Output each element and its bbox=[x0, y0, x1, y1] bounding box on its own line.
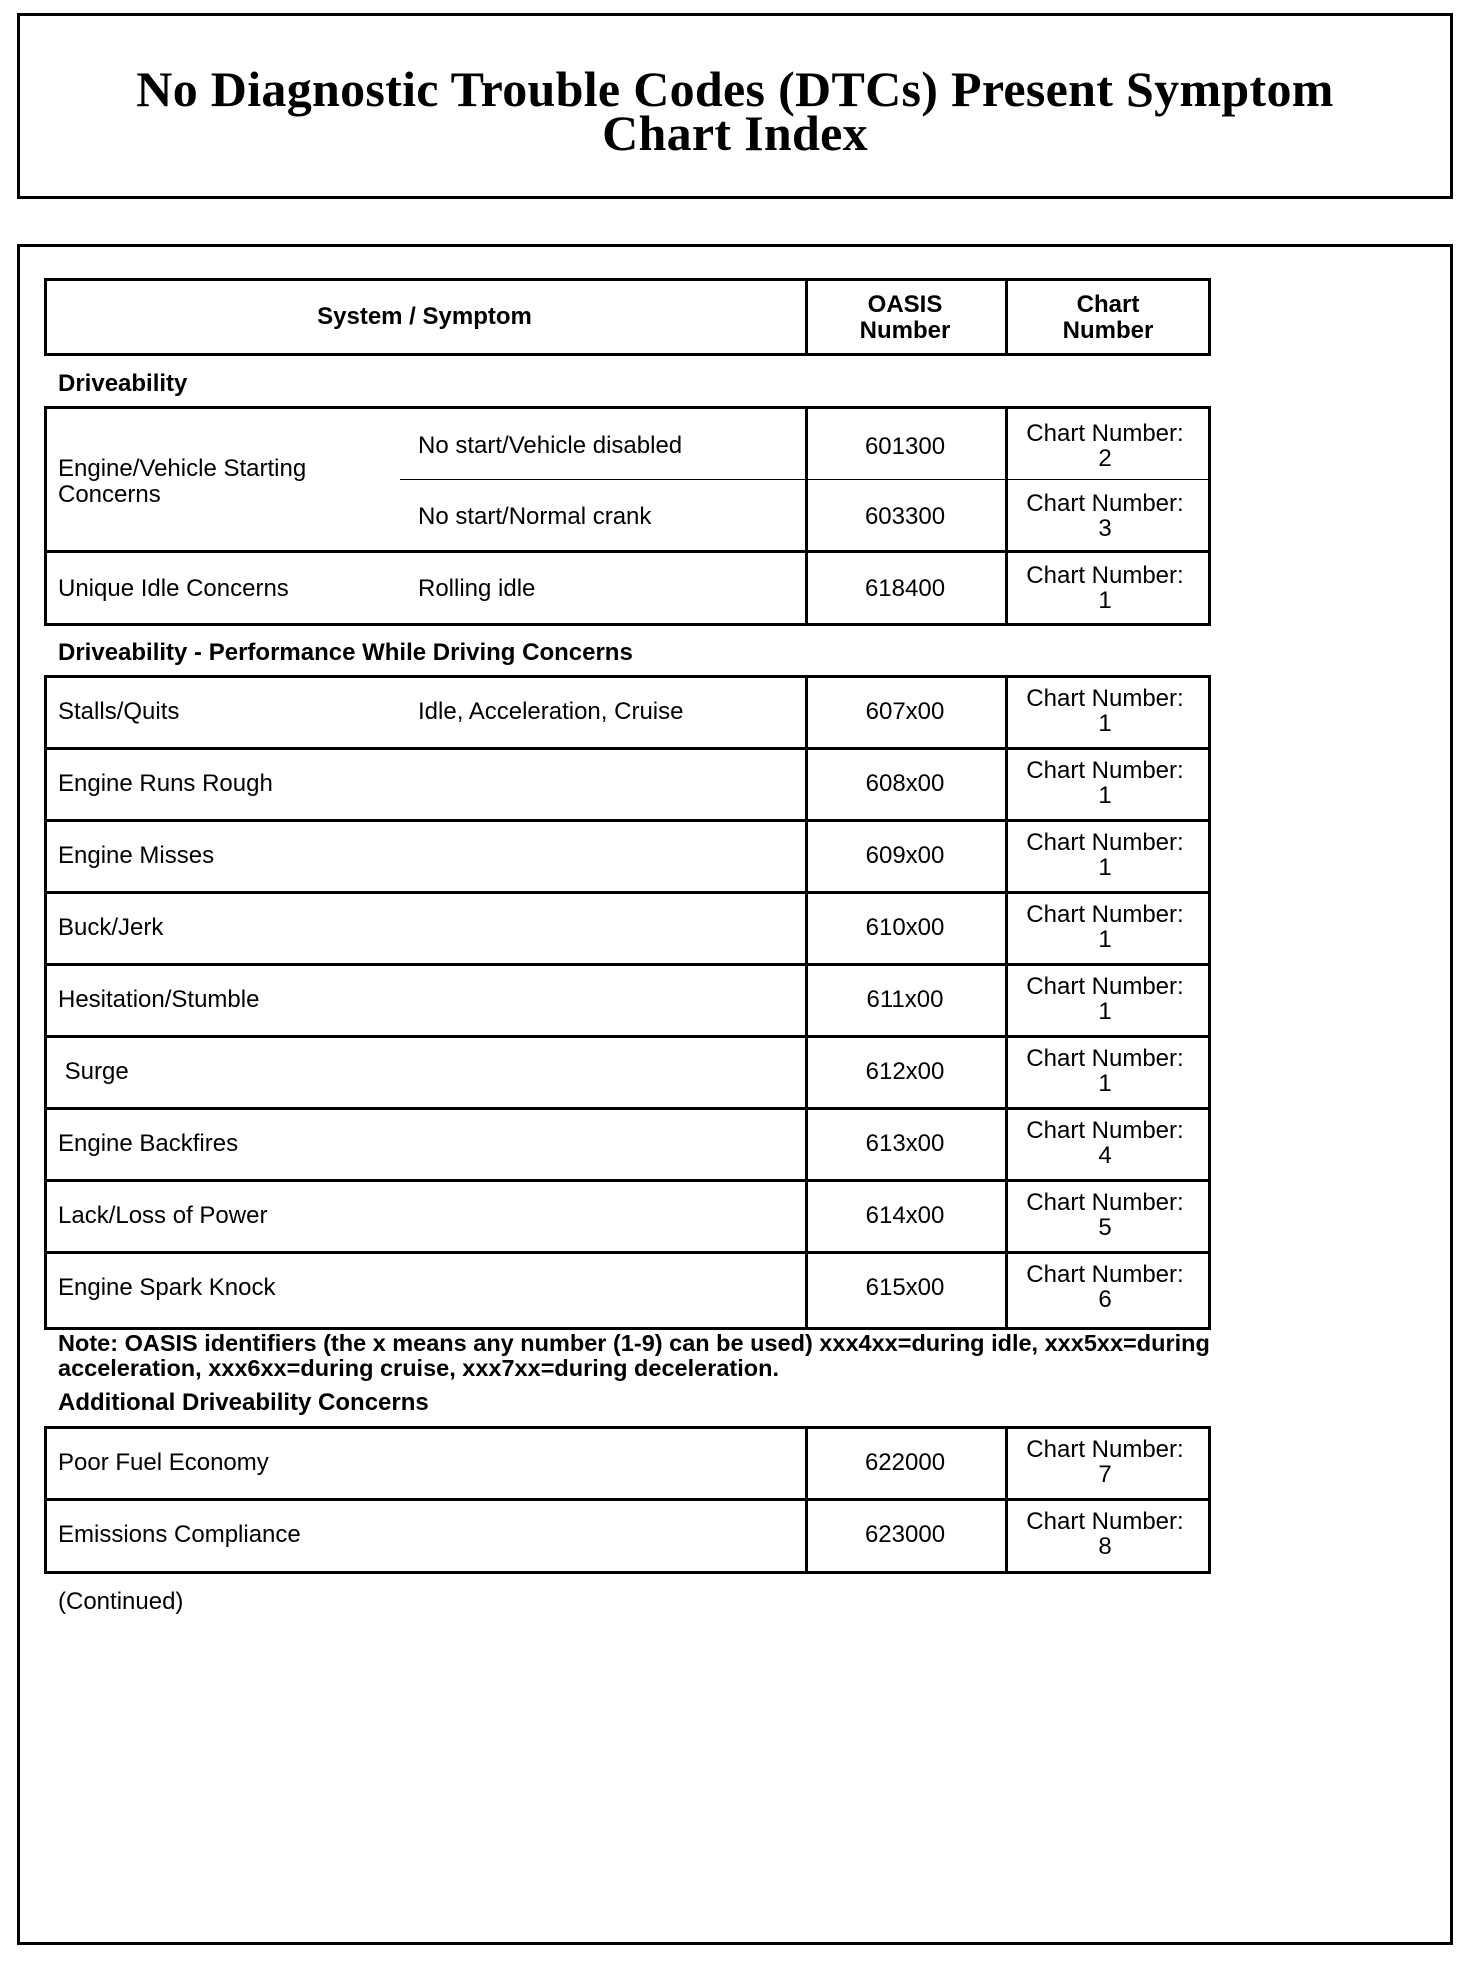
table-cell-system: Concerns bbox=[58, 481, 161, 508]
row-divider bbox=[44, 1107, 1211, 1110]
header-system-symptom: System / Symptom bbox=[317, 303, 532, 330]
table-cell-system: Lack/Loss of Power bbox=[58, 1202, 268, 1229]
table-cell-symptom: No start/Vehicle disabled bbox=[418, 432, 683, 459]
table-cell-system: Stalls/Quits bbox=[58, 698, 180, 725]
row-divider bbox=[44, 747, 1211, 750]
table-cell-oasis: 610x00 bbox=[865, 914, 945, 941]
table-cell-chart-number: 1 bbox=[1098, 926, 1112, 953]
row-divider bbox=[44, 1251, 1211, 1254]
table-cell-chart-label: Chart Number: bbox=[1026, 973, 1184, 1000]
table-cell-chart-number: 1 bbox=[1098, 782, 1112, 809]
table-cell-chart-number: 1 bbox=[1098, 1070, 1112, 1097]
title-box bbox=[17, 13, 1453, 199]
table-cell-chart-label: Chart Number: bbox=[1026, 1189, 1184, 1216]
section-title: Driveability bbox=[58, 370, 188, 397]
header-oasis-line-1: OASIS bbox=[867, 291, 943, 318]
table-cell-system: Engine Backfires bbox=[58, 1130, 239, 1157]
table-cell-chart-label: Chart Number: bbox=[1026, 1436, 1184, 1463]
page-title-line-2: Chart Index bbox=[602, 105, 868, 161]
table-cell-system: Buck/Jerk bbox=[58, 914, 164, 941]
table-cell-chart-label: Chart Number: bbox=[1026, 901, 1184, 928]
table-cell-chart-number: 6 bbox=[1098, 1286, 1112, 1313]
table-cell-oasis: 613x00 bbox=[865, 1130, 945, 1157]
table-cell-chart-number: 1 bbox=[1098, 710, 1112, 737]
table-cell-chart-number: 8 bbox=[1098, 1533, 1112, 1560]
table-cell-chart-number: 4 bbox=[1098, 1142, 1112, 1169]
row-divider bbox=[44, 891, 1211, 894]
note-text: Note: OASIS identifiers (the x means any number (1-9) can be used) xxx4xx=during idle, xxx5xx=during bbox=[58, 1330, 1210, 1356]
table-cell-oasis: 623000 bbox=[864, 1521, 946, 1548]
table-cell-oasis: 608x00 bbox=[865, 770, 945, 797]
table-cell-chart-label: Chart Number: bbox=[1026, 1117, 1184, 1144]
table-cell-chart-label: Chart Number: bbox=[1026, 490, 1184, 517]
header-oasis-line-2: Number bbox=[859, 317, 951, 344]
row-divider bbox=[44, 1179, 1211, 1182]
table-cell-chart-label: Chart Number: bbox=[1026, 829, 1184, 856]
row-divider bbox=[44, 963, 1211, 966]
table-cell-oasis: 609x00 bbox=[865, 842, 945, 869]
row-divider bbox=[44, 1035, 1211, 1038]
table-cell-system: Unique Idle Concerns bbox=[58, 575, 289, 602]
table-cell-oasis: 601300 bbox=[864, 433, 946, 460]
table-cell-chart-label: Chart Number: bbox=[1026, 420, 1184, 447]
table-cell-system: Engine Runs Rough bbox=[58, 770, 273, 797]
row-divider bbox=[44, 819, 1211, 822]
table-cell-system: Poor Fuel Economy bbox=[58, 1449, 269, 1476]
table-cell-oasis: 611x00 bbox=[866, 986, 944, 1013]
table-cell-chart-label: Chart Number: bbox=[1026, 757, 1184, 784]
table-cell-symptom: Rolling idle bbox=[418, 575, 536, 602]
table-cell-system: Engine Misses bbox=[58, 842, 215, 869]
table-cell-chart-label: Chart Number: bbox=[1026, 562, 1184, 589]
table-cell-symptom: No start/Normal crank bbox=[418, 503, 652, 530]
table-cell-oasis: 614x00 bbox=[865, 1202, 945, 1229]
table-cell-chart-number: 3 bbox=[1098, 515, 1112, 542]
table-cell-system: Emissions Compliance bbox=[58, 1521, 301, 1548]
section-title: Driveability - Performance While Driving Concerns bbox=[58, 639, 633, 666]
header-chart-line-1: Chart bbox=[1076, 291, 1140, 318]
section-title: Additional Driveability Concerns bbox=[58, 1389, 429, 1416]
table-cell-system: Hesitation/Stumble bbox=[58, 986, 260, 1013]
header-chart-line-2: Number bbox=[1062, 317, 1154, 344]
table-cell-oasis: 603300 bbox=[864, 503, 946, 530]
table-cell-chart-number: 7 bbox=[1098, 1461, 1112, 1488]
table-cell-chart-label: Chart Number: bbox=[1026, 1508, 1184, 1535]
continued-note: (Continued) bbox=[58, 1588, 184, 1615]
page-title-line-1: No Diagnostic Trouble Codes (DTCs) Present Symptom bbox=[136, 61, 1334, 117]
table-cell-system: Surge bbox=[58, 1058, 129, 1085]
table-cell-chart-label: Chart Number: bbox=[1026, 1261, 1184, 1288]
table-cell-chart-number: 1 bbox=[1098, 998, 1112, 1025]
table-cell-chart-label: Chart Number: bbox=[1026, 685, 1184, 712]
table-cell-oasis: 615x00 bbox=[865, 1274, 945, 1301]
row-divider bbox=[44, 550, 1211, 553]
table-cell-chart-number: 1 bbox=[1098, 854, 1112, 881]
table-cell-chart-number: 1 bbox=[1098, 587, 1112, 614]
note-text: acceleration, xxx6xx=during cruise, xxx7xx=during deceleration. bbox=[58, 1355, 780, 1381]
table-cell-chart-number: 5 bbox=[1098, 1214, 1112, 1241]
table-cell-oasis: 622000 bbox=[864, 1449, 946, 1476]
table-cell-oasis: 612x00 bbox=[865, 1058, 945, 1085]
table-cell-symptom: Idle, Acceleration, Cruise bbox=[418, 698, 684, 725]
table-cell-oasis: 618400 bbox=[864, 575, 946, 602]
table-cell-system: Engine Spark Knock bbox=[58, 1274, 276, 1301]
row-divider bbox=[44, 1498, 1211, 1501]
table-cell-oasis: 607x00 bbox=[865, 698, 945, 725]
table-cell-chart-number: 2 bbox=[1098, 445, 1112, 472]
table-cell-chart-label: Chart Number: bbox=[1026, 1045, 1184, 1072]
row-divider-thin bbox=[400, 479, 1208, 480]
table-cell-system: Engine/Vehicle Starting bbox=[58, 455, 307, 482]
